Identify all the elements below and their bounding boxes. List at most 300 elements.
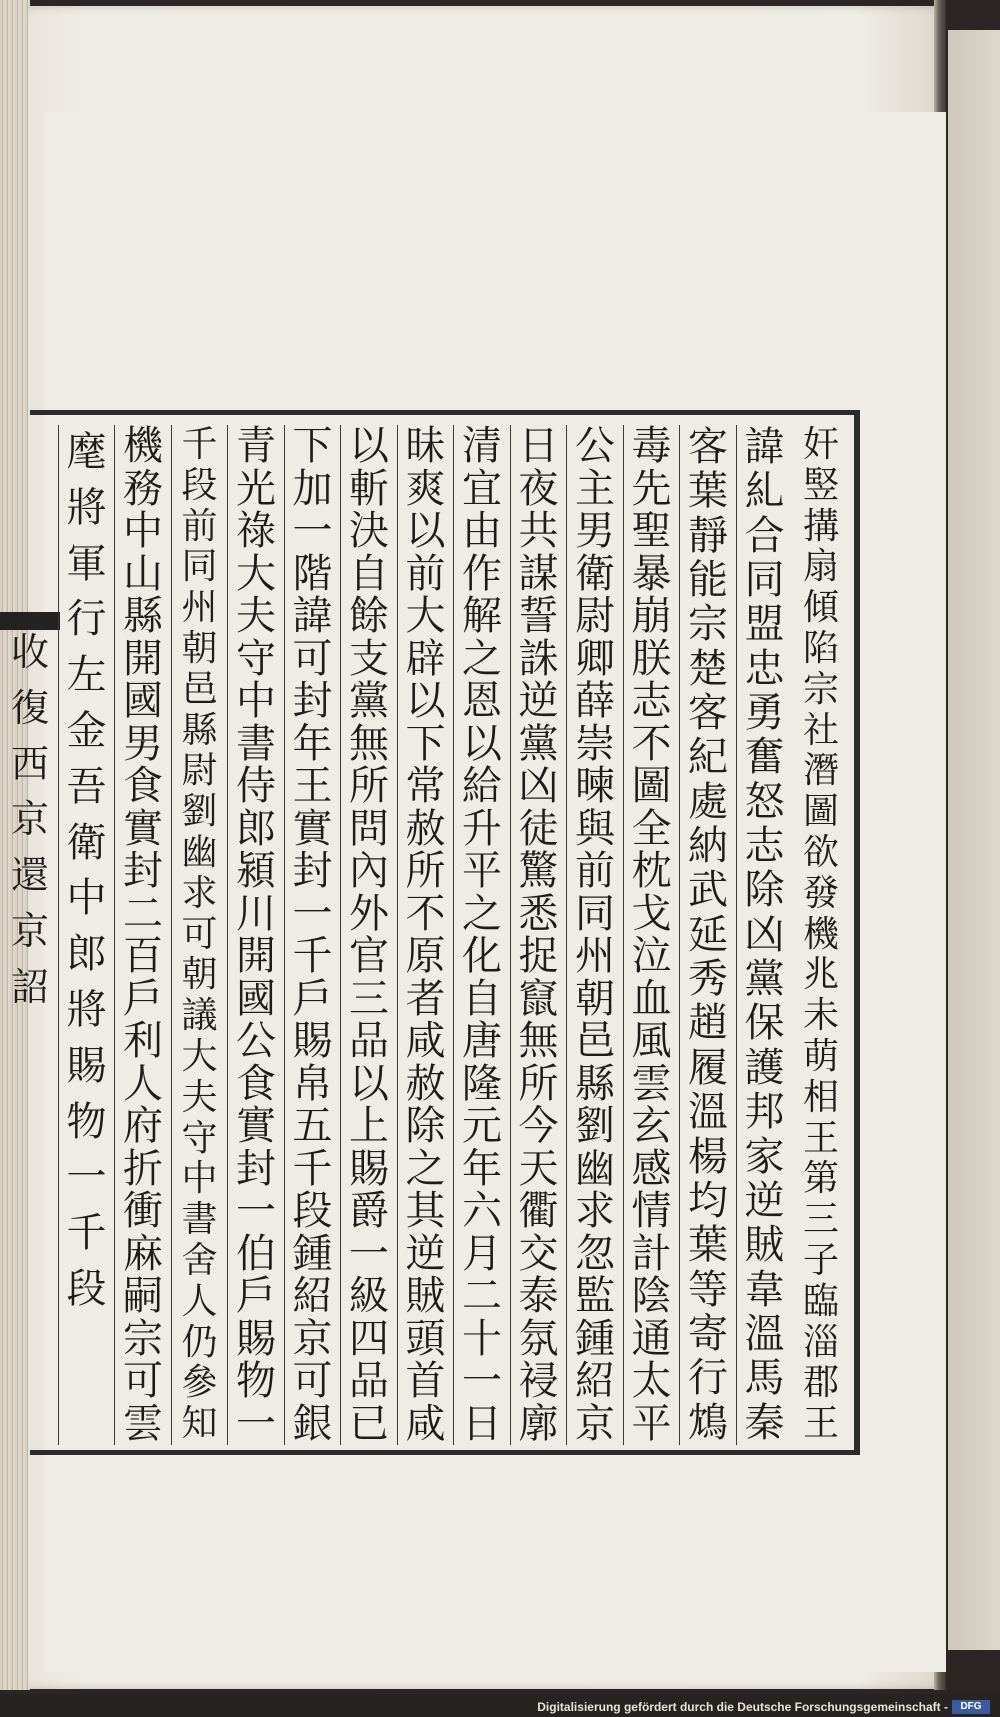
glyph: 之 bbox=[462, 635, 502, 682]
glyph: 下 bbox=[405, 720, 446, 767]
glyph: 吾 bbox=[66, 763, 107, 810]
glyph: 千 bbox=[292, 1145, 333, 1192]
glyph: 邦 bbox=[744, 1089, 785, 1136]
glyph: 唐 bbox=[462, 1018, 502, 1064]
glyph: 縣 bbox=[575, 1060, 615, 1107]
glyph: 陷 bbox=[802, 627, 839, 669]
glyph: 下 bbox=[292, 423, 333, 469]
glyph: 書 bbox=[236, 720, 276, 767]
glyph: 誅 bbox=[518, 635, 559, 682]
glyph: 社 bbox=[802, 709, 839, 751]
text-column bbox=[340, 425, 397, 1445]
glyph: 品 bbox=[349, 1018, 389, 1064]
glyph: 食 bbox=[123, 763, 163, 809]
glyph: 同 bbox=[575, 890, 615, 937]
glyph: 戶 bbox=[123, 975, 163, 1022]
glyph: 復 bbox=[10, 685, 49, 730]
glyph: 二 bbox=[462, 1273, 502, 1319]
glyph: 血 bbox=[631, 975, 672, 1022]
glyph: 扇 bbox=[802, 546, 839, 588]
glyph: 奮 bbox=[744, 734, 785, 781]
glyph: 首 bbox=[405, 1358, 446, 1404]
glyph: 朕 bbox=[631, 635, 672, 682]
glyph: 所 bbox=[518, 1060, 559, 1107]
glyph: 怒 bbox=[744, 778, 785, 825]
glyph: 宗 bbox=[123, 1315, 163, 1362]
glyph: 除 bbox=[744, 867, 785, 914]
text-block bbox=[10, 410, 860, 1455]
glyph: 由 bbox=[462, 508, 502, 554]
glyph: 祿 bbox=[236, 508, 276, 554]
glyph: 戶 bbox=[236, 1273, 276, 1319]
glyph: 軍 bbox=[66, 540, 107, 587]
glyph: 平 bbox=[462, 848, 502, 894]
glyph: 氛 bbox=[518, 1315, 559, 1362]
glyph: 所 bbox=[405, 848, 446, 894]
digitization-credit: Digitalisierung gefördert durch die Deutsche Forschungsgemeinschaft - bbox=[537, 1700, 948, 1714]
glyph: 前 bbox=[575, 848, 615, 894]
glyph: 實 bbox=[236, 1103, 276, 1149]
glyph: 玄 bbox=[631, 1103, 672, 1149]
glyph: 可 bbox=[123, 1358, 163, 1404]
glyph: 無 bbox=[518, 1018, 559, 1064]
glyph: 監 bbox=[575, 1273, 615, 1319]
glyph: 封 bbox=[292, 678, 333, 724]
glyph: 枕 bbox=[631, 848, 672, 894]
glyph: 毒 bbox=[631, 423, 672, 469]
glyph: 發 bbox=[802, 872, 839, 914]
text-column bbox=[679, 425, 736, 1445]
text-column bbox=[623, 425, 680, 1445]
glyph: 幽 bbox=[575, 1145, 615, 1192]
glyph: 恩 bbox=[462, 678, 502, 724]
glyph: 宜 bbox=[462, 465, 502, 512]
glyph: 開 bbox=[236, 933, 276, 979]
glyph: 合 bbox=[744, 512, 785, 559]
glyph: 咸 bbox=[405, 1018, 446, 1064]
glyph: 竪 bbox=[802, 464, 839, 506]
glyph: 萌 bbox=[802, 1035, 839, 1077]
glyph: 夜 bbox=[518, 465, 559, 512]
glyph: 京 bbox=[10, 797, 49, 842]
glyph: 人 bbox=[181, 1280, 218, 1322]
glyph: 銀 bbox=[292, 1400, 333, 1447]
glyph: 均 bbox=[688, 1177, 728, 1224]
glyph: 相 bbox=[802, 1076, 839, 1118]
glyph: 主 bbox=[575, 465, 615, 512]
glyph: 問 bbox=[349, 805, 389, 852]
glyph: 所 bbox=[349, 763, 389, 809]
text-column bbox=[171, 425, 228, 1445]
glyph: 賜 bbox=[236, 1315, 276, 1362]
glyph: 客 bbox=[688, 690, 728, 737]
glyph: 天 bbox=[518, 1145, 559, 1192]
glyph: 志 bbox=[631, 678, 672, 724]
glyph: 元 bbox=[462, 1103, 502, 1149]
glyph: 郎 bbox=[236, 805, 276, 852]
glyph: 盟 bbox=[744, 601, 785, 648]
glyph: 一 bbox=[292, 508, 333, 554]
glyph: 清 bbox=[462, 423, 502, 469]
glyph: 雲 bbox=[631, 1060, 672, 1107]
glyph: 衝 bbox=[123, 1188, 163, 1234]
glyph: 志 bbox=[744, 823, 785, 870]
glyph: 上 bbox=[349, 1103, 389, 1149]
glyph: 一 bbox=[236, 1400, 276, 1447]
glyph: 溫 bbox=[688, 1089, 728, 1136]
glyph: 伯 bbox=[236, 1230, 276, 1277]
glyph: 守 bbox=[181, 1117, 218, 1159]
glyph: 等 bbox=[688, 1266, 728, 1313]
glyph: 捉 bbox=[518, 933, 559, 979]
glyph: 逆 bbox=[518, 678, 559, 724]
glyph: 求 bbox=[575, 1188, 615, 1234]
text-column bbox=[227, 425, 284, 1445]
glyph: 延 bbox=[688, 911, 728, 958]
glyph: 人 bbox=[123, 1060, 163, 1107]
edict-title-column bbox=[2, 625, 58, 1645]
glyph: 先 bbox=[631, 465, 672, 512]
glyph: 一 bbox=[462, 1358, 502, 1404]
glyph: 不 bbox=[405, 890, 446, 937]
glyph: 崩 bbox=[631, 593, 672, 639]
glyph: 自 bbox=[462, 975, 502, 1022]
glyph: 韋 bbox=[744, 1266, 785, 1313]
glyph: 開 bbox=[123, 635, 163, 682]
glyph: 作 bbox=[462, 550, 502, 597]
glyph: 食 bbox=[236, 1060, 276, 1107]
glyph: 一 bbox=[292, 890, 333, 937]
glyph: 赦 bbox=[405, 805, 446, 852]
glyph: 以 bbox=[405, 508, 446, 554]
glyph: 品 bbox=[349, 1358, 389, 1404]
glyph: 赦 bbox=[405, 1060, 446, 1107]
glyph: 薛 bbox=[575, 678, 615, 724]
glyph: 青 bbox=[236, 423, 276, 469]
glyph: 廓 bbox=[518, 1400, 559, 1447]
glyph: 還 bbox=[10, 853, 49, 898]
glyph: 公 bbox=[236, 1018, 276, 1064]
glyph: 謀 bbox=[518, 550, 559, 597]
text-column bbox=[453, 425, 510, 1445]
text-column bbox=[510, 425, 567, 1445]
glyph: 機 bbox=[802, 913, 839, 955]
glyph: 階 bbox=[292, 550, 333, 597]
text-column bbox=[114, 425, 171, 1445]
glyph: 朝 bbox=[575, 975, 615, 1022]
glyph: 議 bbox=[181, 995, 218, 1037]
glyph: 忽 bbox=[575, 1230, 615, 1277]
glyph: 楚 bbox=[688, 645, 728, 692]
glyph: 以 bbox=[349, 423, 389, 469]
glyph: 奸 bbox=[802, 424, 839, 465]
glyph: 咸 bbox=[405, 1400, 446, 1447]
glyph: 段 bbox=[66, 1265, 107, 1312]
glyph: 祲 bbox=[518, 1358, 559, 1404]
glyph: 年 bbox=[462, 1145, 502, 1192]
glyph: 保 bbox=[744, 1000, 785, 1047]
glyph: 雲 bbox=[123, 1400, 163, 1447]
glyph: 尉 bbox=[181, 750, 218, 792]
glyph: 收 bbox=[10, 630, 49, 674]
glyph: 利 bbox=[123, 1018, 163, 1064]
glyph: 二 bbox=[123, 890, 163, 937]
glyph: 已 bbox=[349, 1400, 389, 1447]
glyph: 隆 bbox=[462, 1060, 502, 1107]
glyph: 級 bbox=[349, 1273, 389, 1319]
glyph: 劉 bbox=[575, 1103, 615, 1149]
glyph: 頭 bbox=[405, 1315, 446, 1362]
glyph: 葉 bbox=[688, 468, 728, 515]
glyph: 黨 bbox=[349, 678, 389, 724]
glyph: 鍾 bbox=[575, 1315, 615, 1362]
glyph: 中 bbox=[236, 678, 276, 724]
glyph: 紹 bbox=[292, 1273, 333, 1319]
glyph: 之 bbox=[462, 890, 502, 937]
glyph: 溫 bbox=[744, 1310, 785, 1357]
glyph: 州 bbox=[181, 587, 218, 629]
glyph: 行 bbox=[688, 1355, 728, 1402]
glyph: 一 bbox=[66, 1154, 107, 1201]
glyph: 與 bbox=[575, 805, 615, 852]
glyph: 縣 bbox=[181, 709, 218, 751]
glyph: 徒 bbox=[518, 805, 559, 852]
glyph: 金 bbox=[66, 707, 107, 754]
glyph: 支 bbox=[349, 635, 389, 682]
glyph: 逆 bbox=[405, 1230, 446, 1277]
glyph: 常 bbox=[405, 763, 446, 809]
glyph: 納 bbox=[688, 823, 728, 870]
glyph: 幽 bbox=[181, 831, 218, 873]
glyph: 可 bbox=[292, 1358, 333, 1404]
glyph: 千 bbox=[292, 933, 333, 979]
glyph: 斬 bbox=[349, 465, 389, 512]
glyph: 潛 bbox=[802, 750, 839, 792]
glyph: 勇 bbox=[744, 690, 785, 737]
glyph: 公 bbox=[575, 423, 615, 469]
glyph: 加 bbox=[292, 465, 333, 512]
glyph: 京 bbox=[575, 1400, 615, 1447]
text-column bbox=[284, 425, 341, 1445]
glyph: 武 bbox=[688, 867, 728, 914]
glyph: 賜 bbox=[349, 1145, 389, 1192]
glyph: 泰 bbox=[518, 1273, 559, 1319]
glyph: 諱 bbox=[292, 593, 333, 639]
glyph: 未 bbox=[802, 995, 839, 1037]
glyph: 日 bbox=[462, 1400, 502, 1447]
glyph: 賜 bbox=[66, 1042, 107, 1089]
glyph: 外 bbox=[349, 890, 389, 937]
glyph: 王 bbox=[292, 763, 333, 809]
glyph: 全 bbox=[631, 805, 672, 852]
glyph: 詔 bbox=[10, 964, 49, 1009]
glyph: 仍 bbox=[181, 1321, 218, 1363]
glyph: 昧 bbox=[405, 423, 446, 469]
glyph: 以 bbox=[405, 678, 446, 724]
glyph: 賊 bbox=[744, 1222, 785, 1269]
glyph: 舍 bbox=[181, 1239, 218, 1281]
glyph: 劉 bbox=[181, 791, 218, 833]
glyph: 一 bbox=[236, 1188, 276, 1234]
glyph: 左 bbox=[66, 652, 107, 699]
glyph: 日 bbox=[518, 423, 559, 469]
glyph: 感 bbox=[631, 1145, 672, 1192]
glyph: 物 bbox=[66, 1098, 107, 1145]
glyph: 大 bbox=[405, 593, 446, 639]
glyph: 尉 bbox=[575, 593, 615, 639]
glyph: 戶 bbox=[292, 975, 333, 1022]
glyph: 將 bbox=[66, 986, 107, 1033]
glyph: 十 bbox=[462, 1315, 502, 1362]
glyph: 宗 bbox=[688, 601, 728, 648]
glyph: 年 bbox=[292, 720, 333, 767]
glyph: 秦 bbox=[744, 1399, 785, 1446]
glyph: 靜 bbox=[688, 512, 728, 559]
glyph: 前 bbox=[405, 550, 446, 597]
glyph: 京 bbox=[292, 1315, 333, 1362]
glyph: 子 bbox=[802, 1239, 839, 1281]
glyph: 京 bbox=[10, 908, 49, 953]
glyph: 五 bbox=[292, 1103, 333, 1149]
glyph: 忠 bbox=[744, 645, 785, 692]
glyph: 男 bbox=[123, 720, 163, 767]
text-column bbox=[736, 425, 793, 1445]
glyph: 暴 bbox=[631, 550, 672, 597]
glyph: 賊 bbox=[405, 1273, 446, 1319]
glyph: 原 bbox=[405, 933, 446, 979]
glyph: 男 bbox=[575, 508, 615, 554]
glyph: 圖 bbox=[802, 791, 839, 833]
glyph: 黨 bbox=[744, 956, 785, 1003]
glyph: 光 bbox=[236, 465, 276, 512]
glyph: 之 bbox=[405, 1145, 446, 1192]
text-column bbox=[397, 425, 454, 1445]
glyph: 官 bbox=[349, 933, 389, 979]
glyph: 餘 bbox=[349, 593, 389, 639]
glyph: 州 bbox=[575, 933, 615, 979]
glyph: 鴆 bbox=[688, 1399, 728, 1446]
glyph: 欲 bbox=[802, 831, 839, 873]
glyph: 化 bbox=[462, 933, 502, 979]
glyph: 紀 bbox=[688, 734, 728, 781]
glyph: 護 bbox=[744, 1044, 785, 1091]
glyph: 崇 bbox=[575, 720, 615, 767]
glyph: 者 bbox=[405, 975, 446, 1022]
glyph: 淄 bbox=[802, 1321, 839, 1363]
glyph: 情 bbox=[631, 1188, 672, 1234]
glyph: 以 bbox=[349, 1060, 389, 1107]
glyph: 同 bbox=[181, 546, 218, 588]
glyph: 今 bbox=[518, 1103, 559, 1149]
glyph: 中 bbox=[66, 875, 107, 922]
glyph: 無 bbox=[349, 720, 389, 767]
glyph: 秀 bbox=[688, 956, 728, 1003]
glyph: 寄 bbox=[688, 1310, 728, 1357]
glyph: 泣 bbox=[631, 933, 672, 979]
glyph: 月 bbox=[462, 1230, 502, 1277]
glyph: 可 bbox=[181, 913, 218, 955]
glyph: 帛 bbox=[292, 1060, 333, 1107]
glyph: 封 bbox=[292, 848, 333, 894]
glyph: 趙 bbox=[688, 1000, 728, 1047]
glyph: 折 bbox=[123, 1145, 163, 1192]
glyph: 除 bbox=[405, 1103, 446, 1149]
glyph: 卿 bbox=[575, 635, 615, 682]
glyph: 紹 bbox=[575, 1358, 615, 1404]
glyph: 諱 bbox=[744, 424, 785, 470]
glyph: 前 bbox=[181, 505, 218, 547]
glyph: 務 bbox=[123, 465, 163, 512]
glyph: 宗 bbox=[802, 668, 839, 710]
glyph: 黨 bbox=[518, 720, 559, 767]
glyph: 封 bbox=[236, 1145, 276, 1192]
glyph: 搆 bbox=[802, 505, 839, 547]
glyph: 行 bbox=[66, 596, 107, 643]
glyph: 可 bbox=[292, 635, 333, 682]
glyph: 川 bbox=[236, 890, 276, 937]
glyph: 交 bbox=[518, 1230, 559, 1277]
glyph: 將 bbox=[66, 484, 107, 531]
glyph: 機 bbox=[123, 423, 163, 469]
glyph: 邑 bbox=[575, 1018, 615, 1064]
glyph: 郡 bbox=[802, 1362, 839, 1404]
glyph: 葉 bbox=[688, 1222, 728, 1269]
glyph: 山 bbox=[123, 550, 163, 597]
glyph: 中 bbox=[181, 1158, 218, 1200]
glyph: 馬 bbox=[744, 1355, 785, 1402]
glyph: 凶 bbox=[744, 911, 785, 958]
glyph: 實 bbox=[123, 805, 163, 852]
glyph: 能 bbox=[688, 557, 728, 604]
glyph: 實 bbox=[292, 805, 333, 852]
glyph: 府 bbox=[123, 1103, 163, 1149]
glyph: 逆 bbox=[744, 1177, 785, 1224]
glyph: 縣 bbox=[123, 593, 163, 639]
glyph: 糺 bbox=[744, 468, 785, 515]
glyph: 書 bbox=[181, 1199, 218, 1241]
glyph: 陰 bbox=[631, 1273, 672, 1319]
glyph: 段 bbox=[181, 464, 218, 506]
glyph: 中 bbox=[123, 508, 163, 554]
glyph: 誓 bbox=[518, 593, 559, 639]
glyph: 爽 bbox=[405, 465, 446, 512]
glyph: 侍 bbox=[236, 763, 276, 809]
glyph: 段 bbox=[292, 1188, 333, 1234]
glyph: 知 bbox=[181, 1403, 218, 1445]
glyph: 物 bbox=[236, 1358, 276, 1404]
glyph: 大 bbox=[181, 1035, 218, 1077]
glyph: 太 bbox=[631, 1358, 672, 1404]
glyph: 千 bbox=[66, 1210, 107, 1257]
glyph: 凶 bbox=[518, 763, 559, 809]
glyph: 升 bbox=[462, 805, 502, 852]
glyph: 夫 bbox=[181, 1076, 218, 1118]
text-column bbox=[58, 425, 115, 1445]
glyph: 內 bbox=[349, 848, 389, 894]
glyph: 辟 bbox=[405, 635, 446, 682]
glyph: 郎 bbox=[66, 931, 107, 978]
facing-page-edge bbox=[948, 30, 1000, 1650]
glyph: 決 bbox=[349, 508, 389, 554]
glyph: 衛 bbox=[575, 550, 615, 597]
glyph: 爵 bbox=[349, 1188, 389, 1234]
glyph: 朝 bbox=[181, 627, 218, 669]
glyph: 朝 bbox=[181, 954, 218, 996]
glyph: 圖 bbox=[631, 763, 672, 809]
glyph: 計 bbox=[631, 1230, 672, 1277]
glyph: 大 bbox=[236, 550, 276, 597]
glyph: 國 bbox=[123, 678, 163, 724]
